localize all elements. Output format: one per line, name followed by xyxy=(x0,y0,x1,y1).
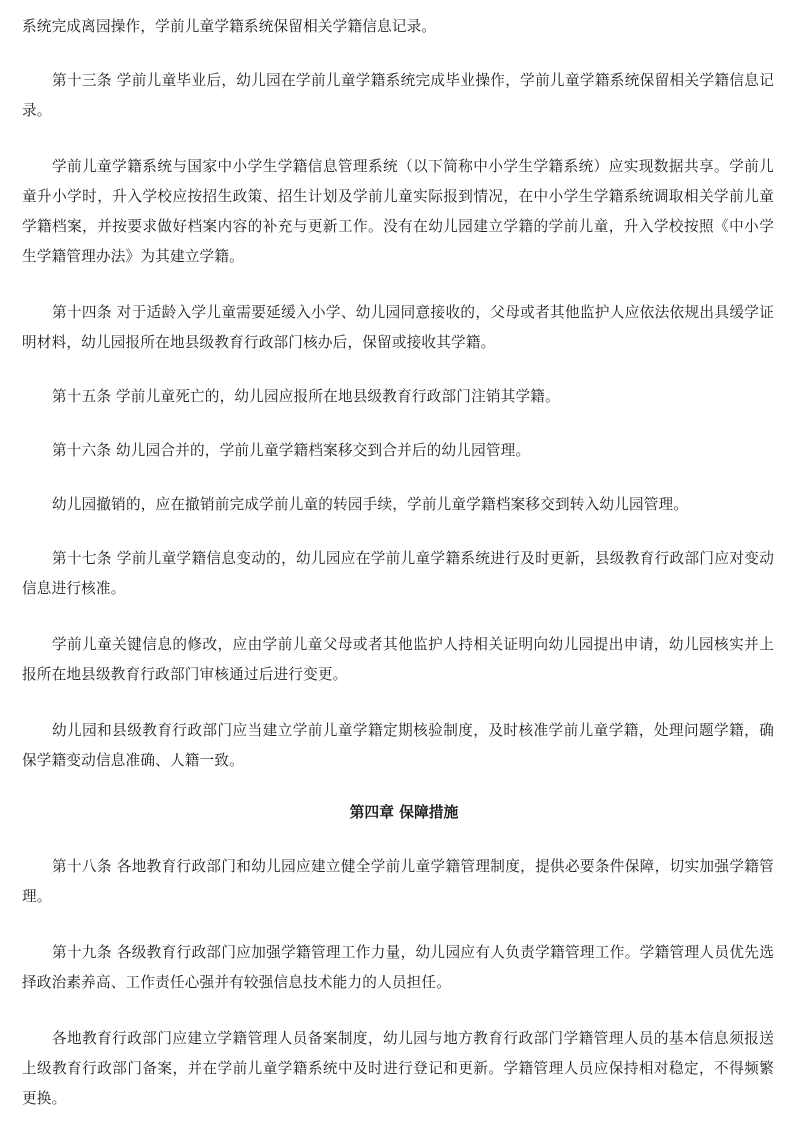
paragraph-continuation: 系统完成离园操作，学前儿童学籍系统保留相关学籍信息记录。 xyxy=(22,18,437,35)
document-page xyxy=(22,12,774,1114)
article-14: 第十四条 对于适龄入学儿童需要延缓入小学、幼儿园同意接收的，父母或者其他监护人应依法依规出具缓学证明材料，幼儿园报所在地县级教育行政部门核办后，保留或接收其学籍。 xyxy=(22,304,774,351)
chapter-title: 第四章 保障措施 xyxy=(349,804,459,821)
paragraph-key-info-change: 学前儿童关键信息的修改，应由学前儿童父母或者其他监护人持相关证明向幼儿园提出申请，幼儿园核实并上报所在地县级教育行政部门审核通过后进行变更。 xyxy=(22,636,774,683)
paragraph-staff-registration: 各地教育行政部门应建立学籍管理人员备案制度，幼儿园与地方教育行政部门学籍管理人员的基本信息须报送上级教育行政部门备案，并在学前儿童学籍系统中及时进行登记和更新。学籍管理人员应保持相对稳定，不得频繁更换。 xyxy=(22,1030,774,1107)
article-15: 第十五条 学前儿童死亡的，幼儿园应报所在地县级教育行政部门注销其学籍。 xyxy=(52,388,560,405)
article-19: 第十九条 各级教育行政部门应加强学籍管理工作力量，幼儿园应有人负责学籍管理工作。学籍管理人员优先选择政治素养高、工作责任心强并有较强信息技术能力的人员担任。 xyxy=(22,944,774,991)
paragraph-data-sharing: 学前儿童学籍系统与国家中小学生学籍信息管理系统（以下简称中小学生学籍系统）应实现数据共享。学前儿童升小学时，升入学校应按招生政策、招生计划及学前儿童实际报到情况，在中小学生学籍系统调取相关学前儿童学籍档案，并按要求做好档案内容的补充与更新工作。没有在幼儿园建立学籍的学前儿童，升入学校按照《中小学生学籍管理办法》为其建立学籍。 xyxy=(22,158,774,265)
paragraph-kindergarten-closure: 幼儿园撤销的，应在撤销前完成学前儿童的转园手续，学前儿童学籍档案移交到转入幼儿园管理。 xyxy=(52,496,689,513)
article-18: 第十八条 各地教育行政部门和幼儿园应建立健全学前儿童学籍管理制度，提供必要条件保障，切实加强学籍管理。 xyxy=(22,858,774,905)
article-13: 第十三条 学前儿童毕业后，幼儿园在学前儿童学籍系统完成毕业操作，学前儿童学籍系统保留相关学籍信息记录。 xyxy=(22,72,774,119)
article-16: 第十六条 幼儿园合并的，学前儿童学籍档案移交到合并后的幼儿园管理。 xyxy=(52,442,531,459)
paragraph-periodic-verification: 幼儿园和县级教育行政部门应当建立学前儿童学籍定期核验制度，及时核准学前儿童学籍，处理问题学籍，确保学籍变动信息准确、人籍一致。 xyxy=(22,722,774,769)
article-17: 第十七条 学前儿童学籍信息变动的，幼儿园应在学前儿童学籍系统进行及时更新，县级教育行政部门应对变动信息进行核准。 xyxy=(22,550,774,597)
